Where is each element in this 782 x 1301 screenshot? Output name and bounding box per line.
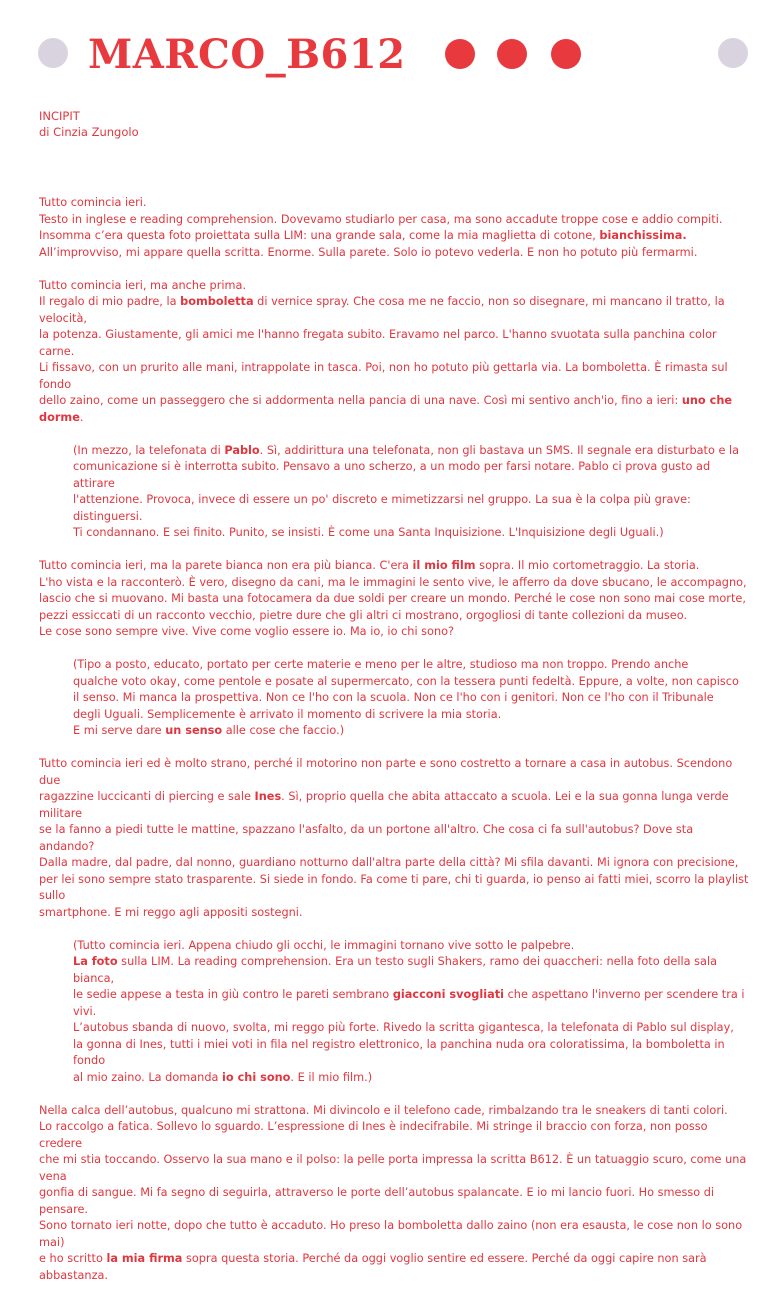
text-segment: E mi serve dare bbox=[73, 724, 166, 737]
grey-circle-right bbox=[718, 38, 748, 68]
red-circle-2 bbox=[497, 39, 527, 69]
bold-phrase: giacconi svogliati bbox=[392, 988, 504, 1001]
text-segment: di vernice spray. Che cosa me ne faccio, non so disegnare, mi mancano il tratto, la velocità, bbox=[39, 295, 725, 325]
paragraph bbox=[39, 558, 751, 641]
text-segment: sulla LIM. La reading comprehension. Era un testo sugli Shakers, ramo dei quaccheri: nella foto della sala bianca, bbox=[73, 955, 718, 985]
paragraph bbox=[39, 938, 751, 1087]
text-segment: al mio zaino. La domanda bbox=[73, 1070, 223, 1084]
text-segment: All’improvviso, mi appare quella scritta. Enorme. Sulla parete. Solo io potevo vederla. E non ho potuto più fermarmi. bbox=[39, 245, 698, 259]
text-segment: Sono tornato ieri notte, dopo che tutto è accaduto. Ho preso la bomboletta dallo zaino (non era esausta, le cose non lo sono mai) bbox=[39, 1219, 743, 1249]
bold-phrase: un senso bbox=[165, 724, 223, 737]
paragraph bbox=[39, 756, 751, 921]
paragraph bbox=[39, 657, 751, 740]
text-segment: . Sì, addirittura una telefonata, non gli bastava un SMS. Il segnale era disturbato e la bbox=[259, 443, 740, 457]
text-segment: Tutto comincia ieri. bbox=[39, 196, 147, 209]
story-body bbox=[39, 195, 751, 1301]
text-segment: . bbox=[79, 410, 84, 424]
text-segment: la potenza. Giustamente, gli amici me l'hanno fregata subito. Eravamo nel parco. L'hanno svuotata sulla panchina color carne. bbox=[39, 328, 717, 358]
text-segment: sopra. Il mio cortometraggio. La storia. bbox=[475, 559, 700, 572]
text-segment: le sedie appese a testa in giù contro le pareti sembrano bbox=[73, 988, 393, 1001]
red-circle-1 bbox=[445, 39, 475, 69]
text-segment: Tutto comincia ieri ed è molto strano, perché il motorino non parte e sono costretto a tornare a casa in autobus. Scendono due bbox=[39, 757, 733, 787]
text-segment: se la fanno a piedi tutte le mattine, spazzano l'asfalto, da un portone all'altro. Che cosa ci fa sull'autobus? Dove sta andando? bbox=[39, 823, 694, 853]
bold-phrase: Ines bbox=[254, 790, 282, 803]
paragraph bbox=[39, 278, 751, 427]
text-segment: Testo in inglese e reading comprehension. Dovevamo studiarlo per casa, ma sono accadute troppe cose e addio compiti. bbox=[39, 212, 723, 226]
text-segment: Tutto comincia ieri, ma anche prima. bbox=[39, 278, 247, 292]
text-segment: L’autobus sbanda di nuovo, svolta, mi reggo più forte. Rivedo la scritta gigantesca, la telefonata di Pablo sul display, bbox=[73, 1021, 734, 1034]
text-segment: Ti condannano. E sei finito. Punito, se insisti. È come una Santa Inquisizione. L'Inquisizione degli Uguali.) bbox=[73, 526, 664, 539]
text-segment: smartphone. E mi reggo agli appositi sostegni. bbox=[39, 905, 303, 919]
text-segment: Dalla madre, dal padre, dal nonno, guardiano notturno dall'altra parte della città? Mi sfila davanti. Mi ignora con precisione, bbox=[39, 856, 739, 869]
text-segment: e ho scritto bbox=[39, 1252, 107, 1265]
page-title: MARCO_B612 bbox=[88, 31, 406, 78]
text-segment: comunicazione si è interrotta subito. Pensavo a uno scherzo, a un modo per farsi notare. Pablo ci prova gusto ad attirare bbox=[73, 460, 711, 490]
bold-phrase: la mia firma bbox=[106, 1252, 183, 1265]
paragraph bbox=[39, 195, 751, 261]
bold-phrase: uno che dorme bbox=[39, 394, 733, 424]
section-label: INCIPIT bbox=[39, 109, 80, 123]
author-line: di Cinzia Zungolo bbox=[39, 125, 139, 139]
paragraph bbox=[39, 1103, 751, 1285]
text-segment: ragazzine luccicanti di piercing e sale bbox=[39, 790, 255, 803]
text-segment: . E il mio film.) bbox=[290, 1070, 373, 1084]
text-segment: alle cose che faccio.) bbox=[222, 724, 345, 737]
text-segment: Li fissavo, con un prurito alle mani, intrappolate in tasca. Poi, non ho potuto più gettarla via. La bomboletta. È rimasta sul fondo bbox=[39, 361, 728, 391]
text-segment: pezzi essiccati di un racconto vecchio, pietre dure che gli altri ci mostrano, orgogliosi di tante collezioni da museo. bbox=[39, 608, 688, 622]
paragraph bbox=[39, 443, 751, 542]
text-segment: il senso. Mi manca la prospettiva. Non ce l'ho con la scuola. Non ce l'ho con i genitori. Non ce l'ho con il Tribunale bbox=[73, 691, 714, 704]
text-segment: l'attenzione. Provoca, invece di essere un po' discreto e mimetizzarsi nel gruppo. La sua è la colpa più grave: distinguersi. bbox=[73, 493, 691, 523]
text-segment: Tutto comincia ieri, ma la parete bianca non era più bianca. C'era bbox=[39, 559, 413, 572]
text-segment: L'ho vista e la racconterò. È vero, disegno da cani, ma le immagini le sento vive, le afferro da dove sbucano, le accompagno, bbox=[39, 575, 747, 589]
text-segment: Il regalo di mio padre, la bbox=[39, 295, 181, 308]
grey-circle-left bbox=[38, 38, 68, 68]
bold-phrase: bianchissima. bbox=[599, 229, 687, 242]
bold-phrase: bomboletta bbox=[180, 295, 254, 308]
text-segment: Insomma c’era questa foto proiettata sulla LIM: una grande sala, come la mia maglietta di cotone, bbox=[39, 229, 600, 242]
text-segment: Lo raccolgo a fatica. Sollevo lo sguardo. L’espressione di Ines è indecifrabile. Mi stringe il braccio con forza, non posso credere bbox=[39, 1120, 708, 1150]
red-circle-3 bbox=[551, 39, 581, 69]
text-segment: qualche voto okay, come pentole e posate al supermercato, con la tessera punti fedeltà. Eppure, a volte, non capisco bbox=[73, 674, 739, 688]
text-segment: . Sì, proprio quella che abita attaccato a scuola. Lei e la sua gonna lunga verde militare bbox=[39, 790, 729, 820]
bold-phrase: Pablo bbox=[224, 443, 260, 457]
text-segment: per lei sono sempre stato trasparente. Si siede in fondo. Fa come ti pare, chi ti guarda, io penso ai fatti miei, scorro la playlist sullo bbox=[39, 872, 749, 902]
bold-phrase: io chi sono bbox=[222, 1070, 291, 1084]
text-segment: sopra questa storia. Perché da oggi voglio sentire ed essere. Perché da oggi capire non sarà abbastanza. bbox=[39, 1252, 707, 1282]
text-segment: degli Uguali. Semplicemente è arrivato il momento di scrivere la mia storia. bbox=[73, 707, 502, 721]
text-segment: (In mezzo, la telefonata di bbox=[73, 443, 225, 457]
text-segment: dello zaino, come un passeggero che si addormenta nella pancia di una nave. Così mi sentivo anch'io, fino a ieri: bbox=[39, 394, 682, 407]
text-segment: (Tipo a posto, educato, portato per certe materie e meno per le altre, studioso ma non troppo. Prendo anche bbox=[73, 658, 689, 671]
text-segment: (Tutto comincia ieri. Appena chiudo gli occhi, le immagini tornano vive sotto le palpebre. bbox=[73, 938, 575, 952]
bold-phrase: il mio film bbox=[412, 559, 476, 572]
bold-phrase: La foto bbox=[73, 955, 118, 968]
text-segment: che mi stia toccando. Osservo la sua mano e il polso: la pelle porta impressa la scritta B612. È un tatuaggio scuro, come una vena bbox=[39, 1153, 747, 1183]
text-segment: lascio che si muovano. Mi basta una fotocamera da due soldi per creare un mondo. Perché le cose non sono mai cose morte, bbox=[39, 592, 746, 605]
text-segment: Nella calca dell’autobus, qualcuno mi strattona. Mi divincolo e il telefono cade, rimbalzando tra le sneakers di tanti colori. bbox=[39, 1103, 728, 1117]
text-segment: che aspettano l'inverno per scendere tra i vivi. bbox=[73, 988, 745, 1018]
text-segment: la gonna di Ines, tutti i miei voti in fila nel registro elettronico, la panchina nuda ora coloratissima, la bomboletta in fondo bbox=[73, 1037, 725, 1067]
text-segment: Le cose sono sempre vive. Vive come voglio essere io. Ma io, io chi sono? bbox=[39, 625, 455, 638]
text-segment: gonfia di sangue. Mi fa segno di seguirla, attraverso le porte dell’autobus spalancate. E io mi lancio fuori. Ho smesso di pensare. bbox=[39, 1186, 715, 1216]
